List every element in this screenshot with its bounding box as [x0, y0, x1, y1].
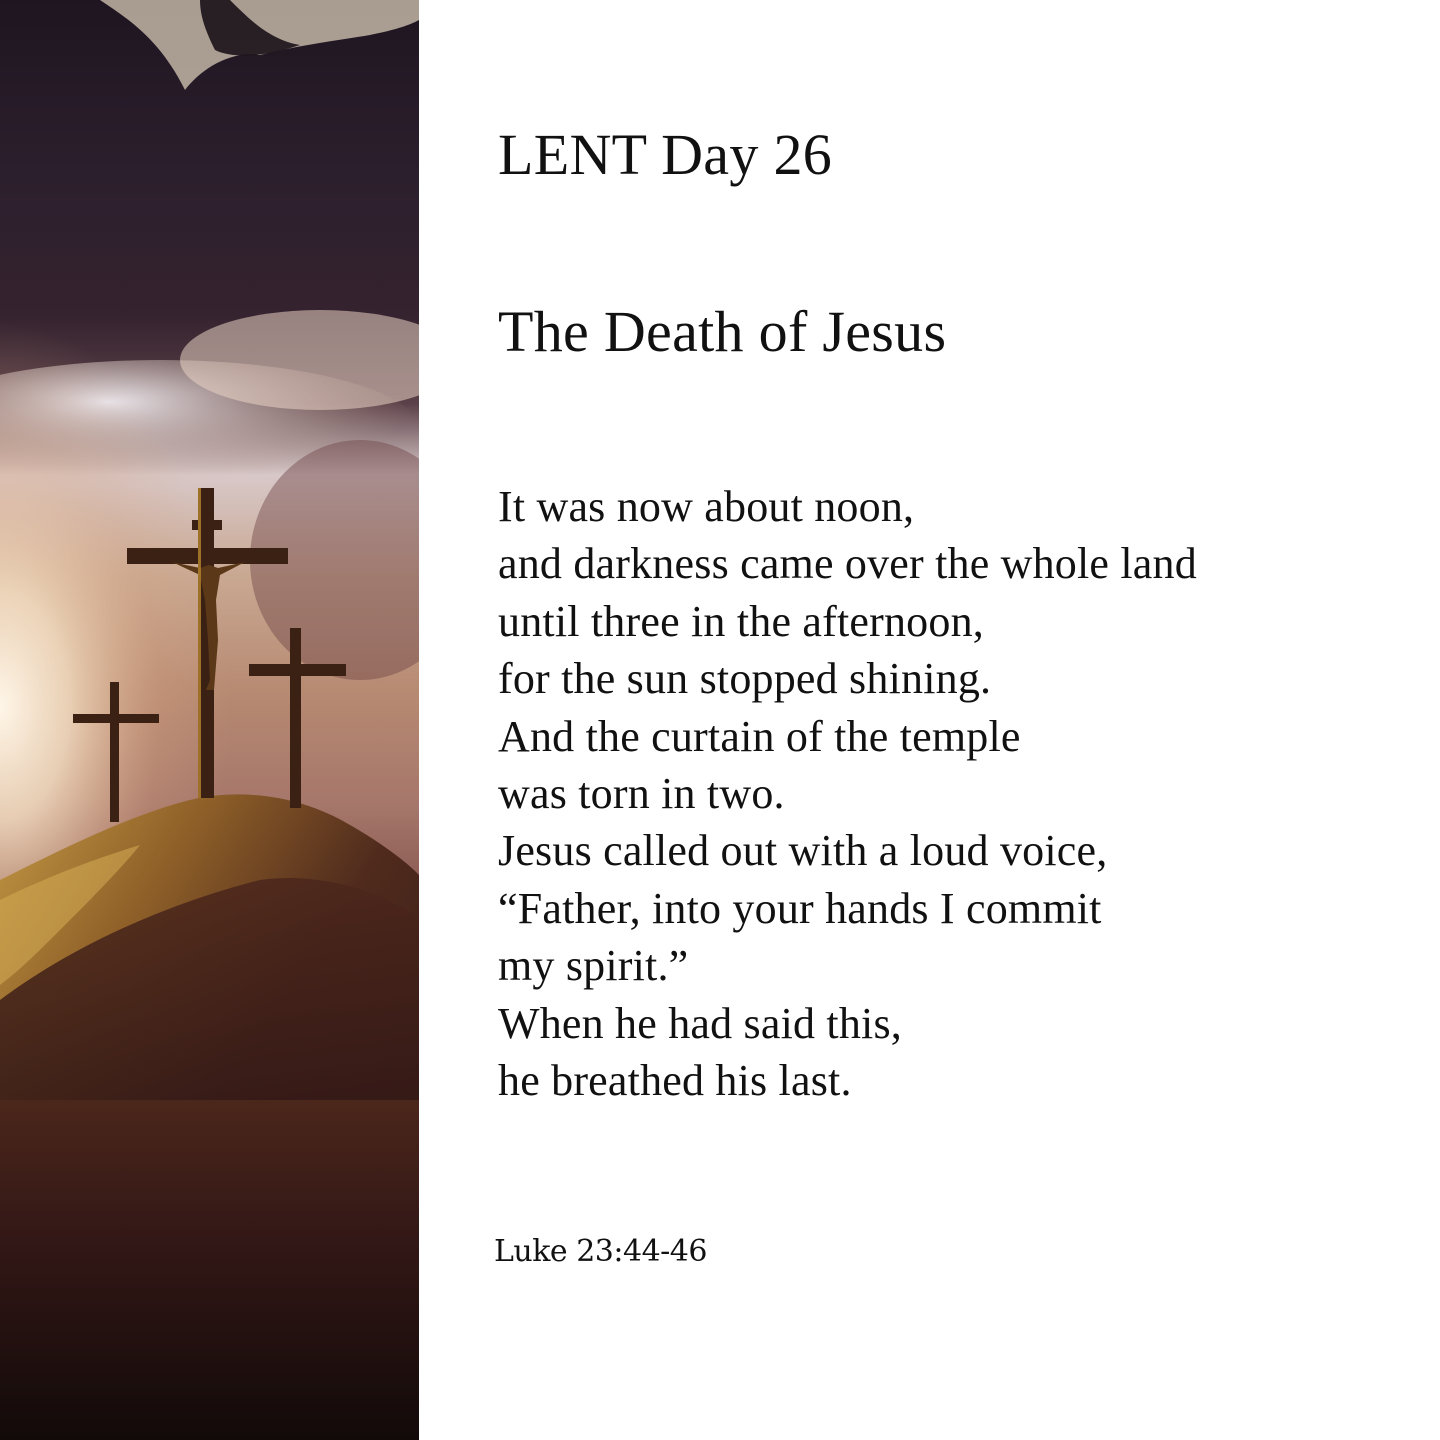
verse-line: until three in the afternoon, [498, 596, 984, 646]
verse-line: And the curtain of the temple [498, 711, 1021, 761]
verse-line: he breathed his last. [498, 1055, 852, 1105]
verse-line: my spirit.” [498, 941, 689, 991]
verse-line: Jesus called out with a loud voice, [498, 826, 1108, 876]
verse-line: When he had said this, [498, 998, 902, 1048]
lent-day-heading: LENT Day 26 [498, 122, 833, 187]
scripture-passage [498, 478, 1197, 1109]
scripture-citation: Luke 23:44-46 [494, 1234, 707, 1269]
verse-line: was torn in two. [498, 768, 785, 818]
verse-line: “Father, into your hands I commit [498, 883, 1102, 933]
verse-line: for the sun stopped shining. [498, 654, 992, 704]
reading-title: The Death of Jesus [498, 299, 947, 364]
three-crosses-illustration [0, 0, 419, 1440]
verse-line: It was now about noon, [498, 482, 915, 531]
verse-line: and darkness came over the whole land [498, 539, 1197, 589]
calvary-image-panel [0, 0, 419, 1440]
